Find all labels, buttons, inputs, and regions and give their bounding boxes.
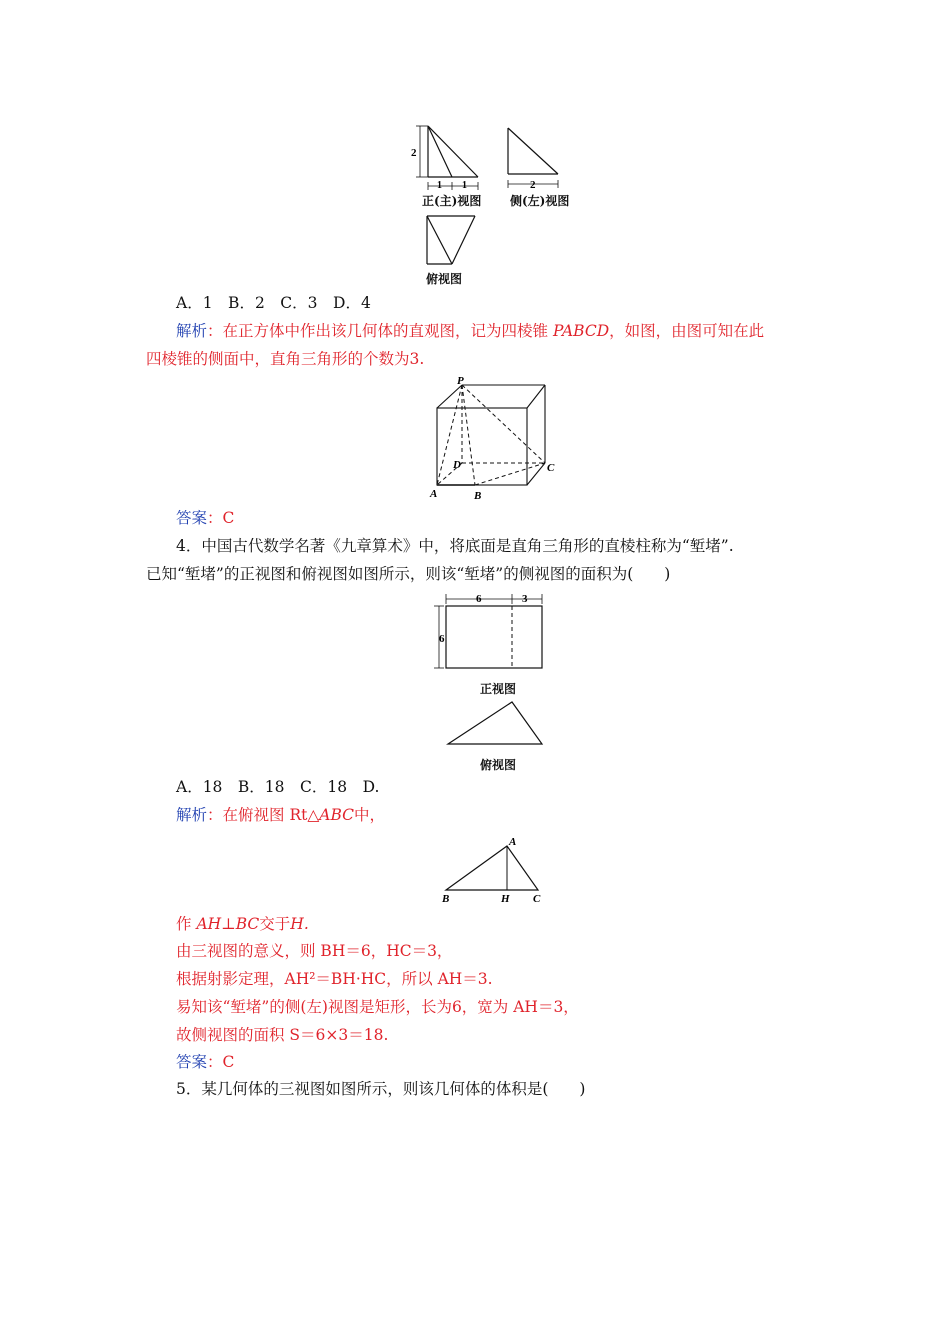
q3-analysis-line-2: 四棱锥的侧面中，直角三角形的个数为3. bbox=[146, 350, 425, 368]
top-view-caption-2: 俯视图 bbox=[480, 758, 517, 772]
dim-height-label: 6 bbox=[439, 633, 445, 645]
q4-text-line-1: 4．中国古代数学名著《九章算术》中，将底面是直角三角形的直棱柱称为“堑堵”. bbox=[176, 537, 734, 555]
q4-step-4: 易知该“堑堵”的侧(左)视图是矩形，长为6，宽为 AH＝3， bbox=[176, 998, 579, 1016]
q4-analysis bbox=[176, 804, 385, 826]
analysis-text-end: ，如图，由图可知在此 bbox=[609, 322, 765, 340]
dim-top-right-label: 3 bbox=[522, 593, 528, 605]
dim-side-label: 2 bbox=[530, 179, 536, 191]
front-view bbox=[416, 126, 478, 190]
label-H: H bbox=[501, 893, 510, 905]
step1-f: H. bbox=[290, 915, 309, 933]
q4-step-2: 由三视图的意义，则 BH＝6，HC＝3， bbox=[176, 942, 453, 960]
q4-options: A．18 B．18 C．18 D. bbox=[176, 778, 380, 796]
analysis-text-2: ：在俯视图 Rt△ bbox=[207, 806, 320, 824]
answer-label: 答案 bbox=[176, 509, 208, 527]
step1-c: ⊥ bbox=[221, 915, 236, 933]
label-A: A bbox=[430, 488, 438, 500]
q4-step-5: 故侧视图的面积 S＝6×3＝18. bbox=[176, 1026, 389, 1044]
q4-answer bbox=[176, 1051, 234, 1073]
q3-answer bbox=[176, 507, 234, 529]
step1-e: 交于 bbox=[259, 915, 291, 933]
q4-step-3: 根据射影定理，AH²＝BH·HC，所以 AH＝3. bbox=[176, 970, 493, 988]
front-view-caption-2: 正视图 bbox=[480, 682, 517, 696]
q3-options: A．1 B．2 C．3 D．4 bbox=[176, 294, 371, 312]
q4-step-1 bbox=[176, 913, 309, 935]
label-D: D bbox=[453, 459, 461, 471]
q4-text-line-2: 已知“堑堵”的正视图和俯视图如图所示，则该“堑堵”的侧视图的面积为( ) bbox=[146, 565, 671, 583]
label-P: P bbox=[457, 375, 464, 387]
step1-d: BC bbox=[235, 915, 260, 933]
label-C: C bbox=[547, 462, 555, 474]
analysis-text-2-end: 中， bbox=[354, 806, 386, 824]
analysis-label: 解析 bbox=[176, 322, 208, 340]
answer-label-2: 答案 bbox=[176, 1053, 208, 1071]
q5-text: 5．某几何体的三视图如图所示，则该几何体的体积是( ) bbox=[176, 1080, 586, 1098]
front-view-caption: 正(主)视图 bbox=[422, 194, 482, 208]
dim-left-label: 1 bbox=[437, 180, 442, 191]
side-view-caption: 侧(左)视图 bbox=[510, 194, 570, 208]
dim-right-label: 1 bbox=[462, 180, 467, 191]
label-A2: A bbox=[509, 836, 517, 848]
label-B: B bbox=[474, 490, 482, 502]
pyramid-name: PABCD bbox=[552, 322, 610, 340]
label-C2: C bbox=[533, 893, 541, 905]
triangle-name: ABC bbox=[319, 806, 354, 824]
qiandu-views-figure bbox=[430, 590, 560, 760]
answer-value: ：C bbox=[207, 509, 235, 527]
analysis-text: ：在正方体中作出该几何体的直观图，记为四棱锥 bbox=[207, 322, 553, 340]
dim-top-left-label: 6 bbox=[476, 593, 482, 605]
cube-pyramid-figure bbox=[425, 375, 565, 505]
label-B2: B bbox=[442, 893, 450, 905]
q3-analysis-line-1 bbox=[176, 320, 764, 342]
dim-height-label: 2 bbox=[411, 147, 417, 159]
triangle-abc-figure bbox=[440, 832, 550, 907]
top-view-caption: 俯视图 bbox=[426, 272, 463, 286]
top-view bbox=[427, 216, 475, 264]
answer-value-2: ：C bbox=[207, 1053, 235, 1071]
analysis-label-2: 解析 bbox=[176, 806, 208, 824]
step1-b: AH bbox=[196, 915, 222, 933]
step1-a: 作 bbox=[176, 915, 197, 933]
